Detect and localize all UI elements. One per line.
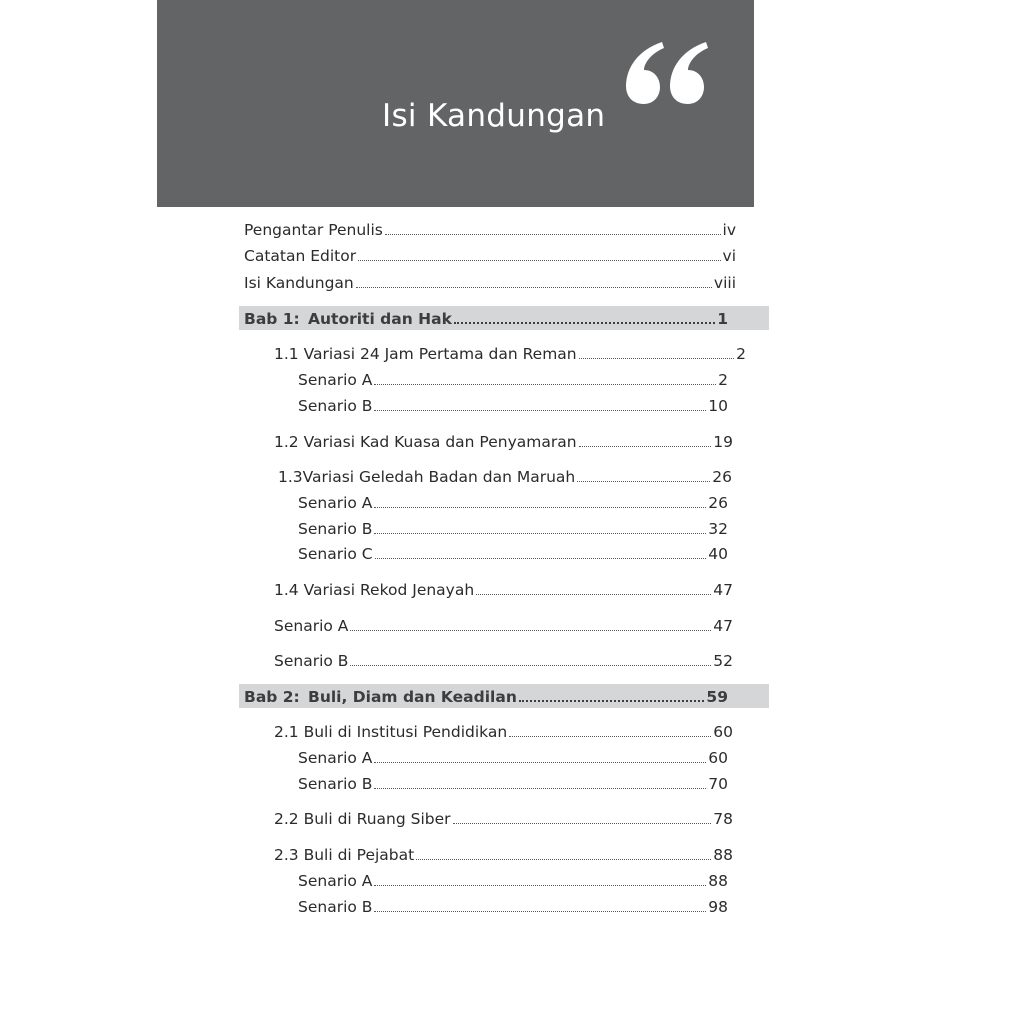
leader-dots bbox=[454, 322, 715, 324]
toc-entry[interactable]: Senario B 52 bbox=[274, 652, 733, 670]
leader-dots bbox=[374, 507, 706, 508]
leader-dots bbox=[350, 630, 711, 631]
leader-dots bbox=[358, 260, 720, 261]
leader-dots bbox=[374, 788, 706, 789]
toc-entry-front[interactable]: Isi Kandungan viii bbox=[244, 274, 736, 292]
chapter-title: Autoriti dan Hak bbox=[308, 310, 452, 328]
leader-dots bbox=[374, 384, 716, 385]
toc-entry[interactable]: 2.2 Buli di Ruang Siber 78 bbox=[274, 810, 733, 828]
toc-entry-front[interactable]: Catatan Editor vi bbox=[244, 247, 736, 265]
page-title: Isi Kandungan bbox=[382, 98, 606, 134]
toc-entry[interactable]: Senario B 98 bbox=[298, 898, 728, 916]
leader-dots bbox=[374, 410, 706, 411]
toc-entry-front[interactable]: Pengantar Penulis iv bbox=[244, 221, 736, 239]
toc-entry[interactable]: Senario B 32 bbox=[298, 520, 728, 538]
toc-entry[interactable]: 2.1 Buli di Institusi Pendidikan 60 bbox=[274, 723, 733, 741]
leader-dots bbox=[374, 911, 706, 912]
leader-dots bbox=[577, 481, 710, 482]
leader-dots bbox=[416, 859, 711, 860]
leader-dots bbox=[374, 762, 706, 763]
chapter-number: Bab 1: bbox=[244, 310, 300, 328]
toc-chapter-2[interactable]: Bab 2: Buli, Diam dan Keadilan 59 bbox=[244, 688, 728, 706]
toc-entry[interactable]: Senario A 60 bbox=[298, 749, 728, 767]
toc-entry[interactable]: 1.1 Variasi 24 Jam Pertama dan Reman 2 bbox=[274, 345, 746, 363]
leader-dots bbox=[579, 446, 712, 447]
toc-chapter-1[interactable]: Bab 1: Autoriti dan Hak 1 bbox=[244, 310, 728, 328]
leader-dots bbox=[356, 287, 712, 288]
leader-dots bbox=[374, 885, 706, 886]
toc-entry[interactable]: Senario B 10 bbox=[298, 397, 728, 415]
leader-dots bbox=[453, 823, 712, 824]
toc-entry[interactable]: Senario A 47 bbox=[274, 617, 733, 635]
chapter-number: Bab 2: bbox=[244, 688, 300, 706]
leader-dots bbox=[519, 700, 705, 702]
toc-entry[interactable]: Senario B 70 bbox=[298, 775, 728, 793]
toc-entry[interactable]: 1.3Variasi Geledah Badan dan Maruah 26 bbox=[278, 468, 732, 486]
chapter-title: Buli, Diam dan Keadilan bbox=[308, 688, 517, 706]
leader-dots bbox=[350, 665, 711, 666]
leader-dots bbox=[476, 594, 711, 595]
toc-entry[interactable]: Senario A 26 bbox=[298, 494, 728, 512]
toc-entry[interactable]: 2.3 Buli di Pejabat 88 bbox=[274, 846, 733, 864]
leader-dots bbox=[579, 358, 734, 359]
leader-dots bbox=[385, 234, 721, 235]
toc-entry[interactable]: Senario C 40 bbox=[298, 545, 728, 563]
leader-dots bbox=[375, 558, 707, 559]
toc-entry[interactable]: 1.2 Variasi Kad Kuasa dan Penyamaran 19 bbox=[274, 433, 733, 451]
toc-entry[interactable]: Senario A 88 bbox=[298, 872, 728, 890]
toc-entry[interactable]: 1.4 Variasi Rekod Jenayah 47 bbox=[274, 581, 733, 599]
toc-entry[interactable]: Senario A 2 bbox=[298, 371, 728, 389]
leader-dots bbox=[374, 533, 706, 534]
leader-dots bbox=[509, 736, 711, 737]
